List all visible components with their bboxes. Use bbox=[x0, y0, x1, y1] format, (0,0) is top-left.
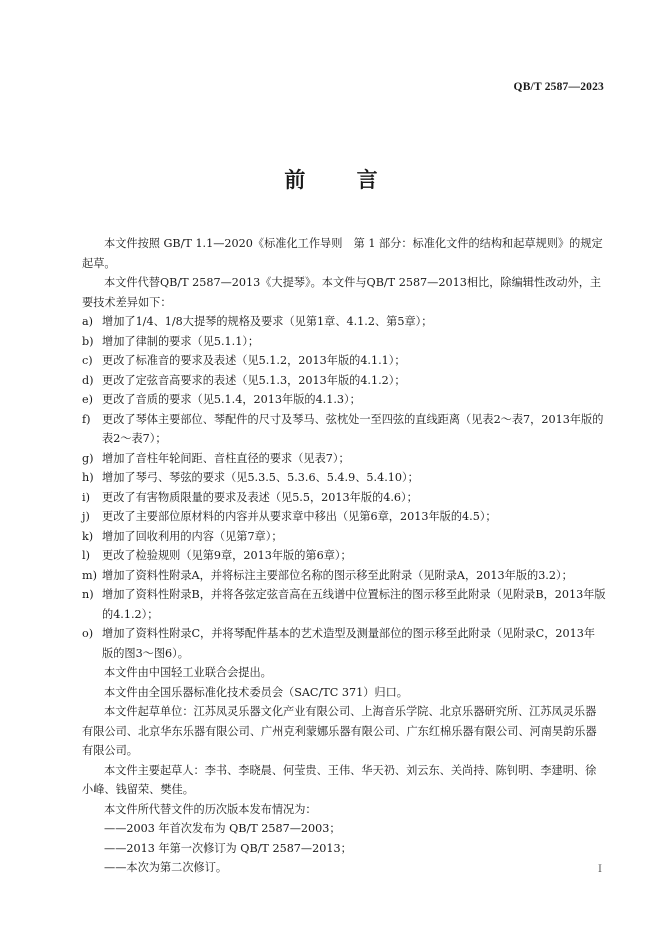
list-text: 更改了标准音的要求及表述（见5.1.2，2013年版的4.1.1）； bbox=[102, 354, 406, 367]
document-body bbox=[82, 234, 606, 878]
list-item bbox=[82, 507, 606, 527]
change-list bbox=[82, 312, 606, 663]
list-text: 增加了1/4、1/8大提琴的规格及要求（见第1章、4.1.2、第5章）； bbox=[102, 315, 433, 328]
list-item bbox=[82, 312, 606, 332]
list-marker: g) bbox=[82, 451, 94, 465]
list-marker: m) bbox=[82, 568, 97, 582]
page-number: I bbox=[598, 864, 602, 875]
list-item bbox=[82, 468, 606, 488]
closing-paragraph: 本文件由中国轻工业联合会提出。 bbox=[104, 666, 272, 679]
list-text: 增加了资料性附录C，并将琴配件基本的艺术造型及测量部位的图示移至此附录（见附录C，2013年版的图3～图6）。 bbox=[102, 627, 596, 660]
closing-paragraph: 本文件起草单位：江苏凤灵乐器文化产业有限公司、上海音乐学院、北京乐器研究所、江苏凤灵乐器有限公司、北京华东乐器有限公司、广州克利蒙娜乐器有限公司、广东红棉乐器有限公司、河南昊韵乐器有限公司。 bbox=[82, 705, 597, 757]
list-text: 增加了资料性附录B，并将各弦定弦音高在五线谱中位置标注的图示移至此附录（见附录B，2013年版的4.1.2）； bbox=[102, 588, 606, 621]
list-marker: k) bbox=[82, 529, 94, 543]
list-marker: c) bbox=[82, 354, 93, 367]
page-title: 前 言 bbox=[284, 168, 400, 192]
list-marker: b) bbox=[82, 334, 94, 348]
list-item bbox=[82, 410, 606, 449]
list-marker: h) bbox=[82, 471, 94, 484]
list-text: 更改了有害物质限量的要求及表述（见5.5，2013年版的4.6）； bbox=[102, 490, 418, 504]
list-text: 增加了律制的要求（见5.1.1）； bbox=[102, 334, 260, 348]
list-marker: a) bbox=[82, 315, 94, 328]
list-text: 增加了回收利用的内容（见第7章）； bbox=[102, 529, 283, 543]
list-marker: j) bbox=[82, 510, 90, 523]
list-marker: e) bbox=[82, 393, 93, 406]
list-marker: i) bbox=[82, 490, 90, 504]
closing-paragraph: 本文件主要起草人：李书、李晓晨、何莹贵、王伟、华天礽、刘云东、关尚持、陈钊明、李建明、徐小峰、钱留荣、樊佳。 bbox=[82, 763, 597, 796]
list-item bbox=[82, 566, 606, 586]
list-marker: l) bbox=[82, 549, 90, 562]
list-text: 更改了定弦音高要求的表述（见5.1.3，2013年版的4.1.2）； bbox=[102, 373, 406, 387]
list-text: 增加了琴弓、琴弦的要求（见5.3.5、5.3.6、5.4.9、5.4.10）； bbox=[102, 471, 419, 484]
closing-paragraph: ——本次为第二次修订。 bbox=[104, 861, 228, 874]
closing-paragraph: ——2013 年第一次修订为 QB/T 2587—2013； bbox=[104, 841, 352, 855]
list-text: 更改了琴体主要部位、琴配件的尺寸及琴马、弦枕处一至四弦的直线距离（见表2～表7，2013年版的表2～表7）； bbox=[102, 412, 604, 445]
list-marker: d) bbox=[82, 373, 94, 387]
list-text: 更改了主要部位原材料的内容并从要求章中移出（见第6章，2013年版的4.5）； bbox=[102, 510, 497, 523]
document-code: QB/T 2587—2023 bbox=[513, 81, 604, 93]
list-item bbox=[82, 449, 606, 469]
intro-paragraph: 本文件按照 GB/T 1.1—2020《标准化工作导则 第 1 部分：标准化文件的结构和起草规则》的规定起草。 bbox=[82, 237, 603, 270]
list-marker: f) bbox=[82, 412, 91, 426]
list-text: 增加了音柱年轮间距、音柱直径的要求（见表7）； bbox=[102, 451, 350, 465]
intro-paragraph: 本文件代替QB/T 2587—2013《大提琴》。本文件与QB/T 2587—2013相比，除编辑性改动外，主要技术差异如下： bbox=[82, 276, 602, 309]
list-text: 更改了音质的要求（见5.1.4，2013年版的4.1.3）； bbox=[102, 393, 361, 406]
list-marker: n) bbox=[82, 588, 94, 601]
list-item bbox=[82, 527, 606, 547]
list-item bbox=[82, 371, 606, 391]
closing-paragraph: ——2003 年首次发布为 QB/T 2587—2003； bbox=[104, 822, 341, 835]
list-item bbox=[82, 390, 606, 410]
list-item bbox=[82, 332, 606, 352]
list-item bbox=[82, 351, 606, 371]
list-item bbox=[82, 546, 606, 566]
closing-paragraph: 本文件所代替文件的历次版本发布情况为： bbox=[104, 802, 317, 816]
closing-paragraph: 本文件由全国乐器标准化技术委员会（SAC/TC 371）归口。 bbox=[104, 685, 408, 699]
list-text: 更改了检验规则（见第9章，2013年版的第6章）； bbox=[102, 549, 352, 562]
list-item bbox=[82, 624, 606, 663]
list-text: 增加了资料性附录A，并将标注主要部位名称的图示移至此附录（见附录A，2013年版的3.2）； bbox=[102, 568, 573, 582]
list-item bbox=[82, 488, 606, 508]
list-marker: o) bbox=[82, 627, 94, 640]
list-item bbox=[82, 585, 606, 624]
